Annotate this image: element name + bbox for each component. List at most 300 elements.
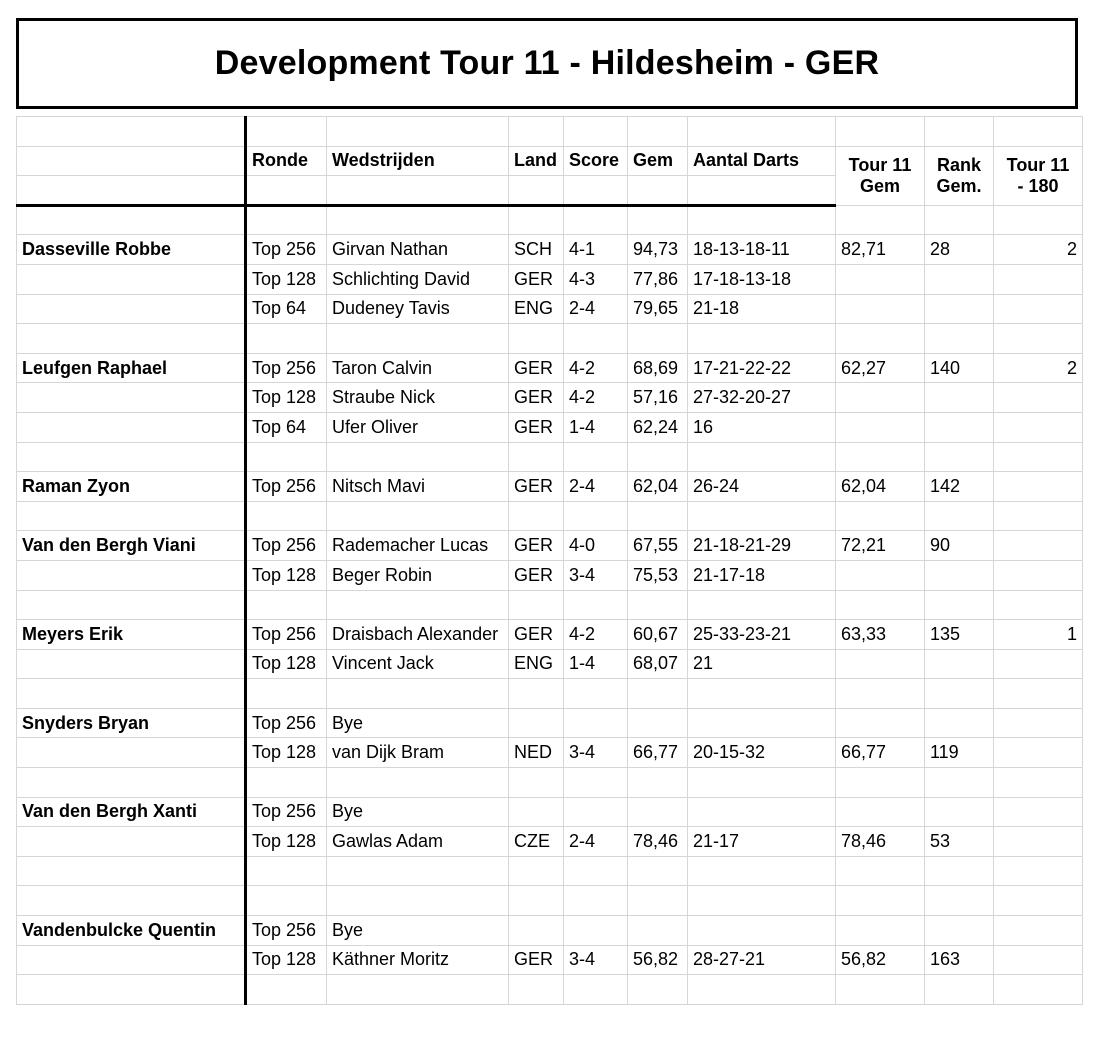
- ronde-cell: Top 256: [246, 531, 327, 561]
- darts-cell: [688, 590, 836, 620]
- rank-cell: 90: [925, 531, 994, 561]
- land-cell: [509, 916, 564, 946]
- tour-180-cell: [994, 649, 1083, 679]
- rank-cell: [925, 768, 994, 798]
- rank-cell: [925, 324, 994, 354]
- ronde-cell: [246, 856, 327, 886]
- darts-cell: 21-18: [688, 294, 836, 324]
- player-name: [17, 768, 246, 798]
- top-spacer-row: [17, 117, 1083, 147]
- player-name: [17, 856, 246, 886]
- ronde-cell: [246, 590, 327, 620]
- table-row: [17, 945, 1083, 975]
- rank-cell: [925, 649, 994, 679]
- tour-gem-cell: [836, 560, 925, 590]
- score-cell: 3-4: [564, 738, 628, 768]
- tour-gem-cell: 72,21: [836, 531, 925, 561]
- land-cell: SCH: [509, 235, 564, 265]
- tour-180-cell: 1: [994, 620, 1083, 650]
- score-cell: [564, 975, 628, 1005]
- land-cell: GER: [509, 412, 564, 442]
- tour-gem-cell: 62,27: [836, 353, 925, 383]
- rank-cell: 28: [925, 235, 994, 265]
- player-name: [17, 560, 246, 590]
- player-name: [17, 975, 246, 1005]
- player-name: [17, 679, 246, 709]
- land-cell: [509, 975, 564, 1005]
- land-cell: [509, 768, 564, 798]
- darts-cell: 20-15-32: [688, 738, 836, 768]
- gem-cell: 62,24: [628, 412, 688, 442]
- page-title: Development Tour 11 - Hildesheim - GER: [214, 44, 880, 82]
- blank-row: [17, 501, 1083, 531]
- gem-cell: [628, 590, 688, 620]
- opponent-cell: Nitsch Mavi: [327, 472, 509, 502]
- ronde-cell: Top 256: [246, 916, 327, 946]
- table-row: [17, 827, 1083, 857]
- ronde-cell: Top 128: [246, 649, 327, 679]
- score-cell: [564, 856, 628, 886]
- ronde-cell: Top 128: [246, 560, 327, 590]
- opponent-cell: Schlichting David: [327, 264, 509, 294]
- tour-180-cell: 2: [994, 235, 1083, 265]
- land-cell: [509, 679, 564, 709]
- land-cell: GER: [509, 531, 564, 561]
- land-cell: [509, 886, 564, 916]
- opponent-cell: Girvan Nathan: [327, 235, 509, 265]
- tour-180-cell: [994, 797, 1083, 827]
- opponent-cell: Käthner Moritz: [327, 945, 509, 975]
- header-aantal-darts: Aantal Darts: [688, 146, 836, 176]
- tour-180-cell: [994, 264, 1083, 294]
- ronde-cell: Top 64: [246, 294, 327, 324]
- opponent-cell: Beger Robin: [327, 560, 509, 590]
- opponent-cell: Bye: [327, 708, 509, 738]
- header-rank-gem: Rank Gem.: [925, 146, 994, 205]
- tour-gem-cell: 56,82: [836, 945, 925, 975]
- tour-gem-cell: [836, 856, 925, 886]
- tour-gem-cell: [836, 501, 925, 531]
- gem-cell: 67,55: [628, 531, 688, 561]
- rank-cell: 163: [925, 945, 994, 975]
- ronde-cell: [246, 205, 327, 235]
- opponent-cell: Bye: [327, 797, 509, 827]
- ronde-cell: Top 256: [246, 235, 327, 265]
- score-cell: 1-4: [564, 649, 628, 679]
- opponent-cell: [327, 856, 509, 886]
- header-tour11-gem: Tour 11 Gem: [836, 146, 925, 205]
- ronde-cell: [246, 886, 327, 916]
- rank-cell: 53: [925, 827, 994, 857]
- gem-cell: 68,07: [628, 649, 688, 679]
- opponent-cell: Dudeney Tavis: [327, 294, 509, 324]
- opponent-cell: Straube Nick: [327, 383, 509, 413]
- blank-row: [17, 324, 1083, 354]
- darts-cell: 17-21-22-22: [688, 353, 836, 383]
- rank-cell: [925, 501, 994, 531]
- player-name: Meyers Erik: [17, 620, 246, 650]
- player-name: Leufgen Raphael: [17, 353, 246, 383]
- header-gem: Gem: [628, 146, 688, 176]
- table-row: [17, 916, 1083, 946]
- player-name: [17, 827, 246, 857]
- player-name: [17, 590, 246, 620]
- rank-cell: [925, 886, 994, 916]
- player-name: [17, 205, 246, 235]
- land-cell: GER: [509, 264, 564, 294]
- tour-gem-cell: 78,46: [836, 827, 925, 857]
- score-cell: 4-2: [564, 383, 628, 413]
- ronde-cell: Top 256: [246, 708, 327, 738]
- table-row: [17, 560, 1083, 590]
- gem-cell: 77,86: [628, 264, 688, 294]
- tour-180-cell: [994, 975, 1083, 1005]
- score-cell: 2-4: [564, 472, 628, 502]
- gem-cell: 68,69: [628, 353, 688, 383]
- ronde-cell: [246, 768, 327, 798]
- opponent-cell: [327, 324, 509, 354]
- darts-cell: [688, 679, 836, 709]
- ronde-cell: [246, 442, 327, 472]
- land-cell: [509, 856, 564, 886]
- tour-180-cell: [994, 679, 1083, 709]
- land-cell: CZE: [509, 827, 564, 857]
- land-cell: [509, 708, 564, 738]
- gem-cell: [628, 679, 688, 709]
- score-cell: 4-2: [564, 620, 628, 650]
- table-row: [17, 412, 1083, 442]
- opponent-cell: [327, 886, 509, 916]
- land-cell: [509, 442, 564, 472]
- land-cell: GER: [509, 945, 564, 975]
- gem-cell: 78,46: [628, 827, 688, 857]
- score-cell: [564, 768, 628, 798]
- darts-cell: 18-13-18-11: [688, 235, 836, 265]
- tour-gem-cell: [836, 590, 925, 620]
- rank-cell: 142: [925, 472, 994, 502]
- tour-gem-cell: 66,77: [836, 738, 925, 768]
- tour-gem-cell: [836, 975, 925, 1005]
- darts-cell: 21: [688, 649, 836, 679]
- table-row: [17, 620, 1083, 650]
- opponent-cell: [327, 590, 509, 620]
- score-cell: 4-2: [564, 353, 628, 383]
- tour-gem-cell: [836, 708, 925, 738]
- land-cell: ENG: [509, 294, 564, 324]
- tour-gem-cell: [836, 649, 925, 679]
- tour-gem-cell: 63,33: [836, 620, 925, 650]
- rank-cell: [925, 264, 994, 294]
- land-cell: ENG: [509, 649, 564, 679]
- tour-180-cell: [994, 442, 1083, 472]
- ronde-cell: Top 256: [246, 353, 327, 383]
- rank-cell: [925, 856, 994, 886]
- score-cell: [564, 886, 628, 916]
- darts-cell: 21-17: [688, 827, 836, 857]
- land-cell: [509, 324, 564, 354]
- table-row: [17, 738, 1083, 768]
- tour-gem-cell: 82,71: [836, 235, 925, 265]
- darts-cell: 28-27-21: [688, 945, 836, 975]
- gem-cell: 57,16: [628, 383, 688, 413]
- score-cell: 4-3: [564, 264, 628, 294]
- land-cell: [509, 501, 564, 531]
- header-wedstrijden: Wedstrijden: [327, 146, 509, 176]
- darts-cell: [688, 797, 836, 827]
- header-tour11-180: Tour 11 - 180: [994, 146, 1083, 205]
- gem-cell: 66,77: [628, 738, 688, 768]
- rank-cell: [925, 708, 994, 738]
- land-cell: GER: [509, 620, 564, 650]
- tour-180-cell: [994, 945, 1083, 975]
- gem-cell: 94,73: [628, 235, 688, 265]
- gem-cell: [628, 797, 688, 827]
- rank-cell: [925, 916, 994, 946]
- rank-cell: [925, 383, 994, 413]
- rank-cell: [925, 590, 994, 620]
- ronde-cell: Top 128: [246, 383, 327, 413]
- darts-cell: 21-17-18: [688, 560, 836, 590]
- table-row: [17, 353, 1083, 383]
- tour-180-cell: 2: [994, 353, 1083, 383]
- ronde-cell: Top 256: [246, 620, 327, 650]
- results-table: [16, 116, 1083, 1005]
- tour-gem-cell: [836, 916, 925, 946]
- tour-gem-cell: [836, 442, 925, 472]
- tour-180-cell: [994, 324, 1083, 354]
- darts-cell: [688, 324, 836, 354]
- land-cell: GER: [509, 472, 564, 502]
- ronde-cell: Top 256: [246, 472, 327, 502]
- darts-cell: [688, 916, 836, 946]
- land-cell: [509, 797, 564, 827]
- rank-cell: 135: [925, 620, 994, 650]
- darts-cell: 17-18-13-18: [688, 264, 836, 294]
- rank-cell: [925, 975, 994, 1005]
- score-cell: [564, 916, 628, 946]
- tour-180-cell: [994, 531, 1083, 561]
- land-cell: GER: [509, 353, 564, 383]
- tour-180-cell: [994, 590, 1083, 620]
- gem-cell: [628, 501, 688, 531]
- header-ronde: Ronde: [246, 146, 327, 176]
- rank-cell: 119: [925, 738, 994, 768]
- darts-cell: [688, 975, 836, 1005]
- opponent-cell: [327, 679, 509, 709]
- opponent-cell: Draisbach Alexander: [327, 620, 509, 650]
- player-name: [17, 383, 246, 413]
- gem-cell: [628, 975, 688, 1005]
- player-name: [17, 324, 246, 354]
- table-row: [17, 264, 1083, 294]
- score-cell: [564, 679, 628, 709]
- player-name: [17, 264, 246, 294]
- header-score: Score: [564, 146, 628, 176]
- darts-cell: [688, 856, 836, 886]
- rank-cell: [925, 294, 994, 324]
- tour-180-cell: [994, 768, 1083, 798]
- ronde-cell: Top 128: [246, 945, 327, 975]
- player-name: [17, 501, 246, 531]
- player-name: [17, 886, 246, 916]
- opponent-cell: Ufer Oliver: [327, 412, 509, 442]
- tour-180-cell: [994, 205, 1083, 235]
- darts-cell: [688, 886, 836, 916]
- gem-cell: 79,65: [628, 294, 688, 324]
- land-cell: GER: [509, 560, 564, 590]
- table-row: [17, 531, 1083, 561]
- tour-gem-cell: [836, 264, 925, 294]
- blank-row: [17, 590, 1083, 620]
- darts-cell: 26-24: [688, 472, 836, 502]
- score-cell: 2-4: [564, 827, 628, 857]
- rank-cell: [925, 797, 994, 827]
- score-cell: [564, 797, 628, 827]
- opponent-cell: van Dijk Bram: [327, 738, 509, 768]
- darts-cell: [688, 442, 836, 472]
- darts-cell: [688, 768, 836, 798]
- tour-180-cell: [994, 738, 1083, 768]
- tour-180-cell: [994, 916, 1083, 946]
- tour-180-cell: [994, 856, 1083, 886]
- tour-gem-cell: 62,04: [836, 472, 925, 502]
- tour-gem-cell: [836, 886, 925, 916]
- player-name: [17, 945, 246, 975]
- tour-180-cell: [994, 827, 1083, 857]
- opponent-cell: [327, 975, 509, 1005]
- rank-cell: [925, 412, 994, 442]
- gem-cell: 62,04: [628, 472, 688, 502]
- player-name: Snyders Bryan: [17, 708, 246, 738]
- ronde-cell: [246, 975, 327, 1005]
- darts-cell: [688, 205, 836, 235]
- score-cell: [564, 708, 628, 738]
- gem-cell: 60,67: [628, 620, 688, 650]
- score-cell: [564, 442, 628, 472]
- opponent-cell: Rademacher Lucas: [327, 531, 509, 561]
- blank-row: [17, 679, 1083, 709]
- darts-cell: 25-33-23-21: [688, 620, 836, 650]
- ronde-cell: Top 64: [246, 412, 327, 442]
- header-land: Land: [509, 146, 564, 176]
- score-cell: 1-4: [564, 412, 628, 442]
- tour-gem-cell: [836, 383, 925, 413]
- player-name: [17, 294, 246, 324]
- ronde-cell: Top 128: [246, 738, 327, 768]
- player-name: [17, 649, 246, 679]
- gem-cell: [628, 442, 688, 472]
- score-cell: [564, 501, 628, 531]
- gem-cell: [628, 856, 688, 886]
- ronde-cell: [246, 501, 327, 531]
- gem-cell: [628, 324, 688, 354]
- score-cell: 4-0: [564, 531, 628, 561]
- ronde-cell: Top 128: [246, 827, 327, 857]
- blank-row: [17, 856, 1083, 886]
- ronde-cell: [246, 679, 327, 709]
- gem-cell: [628, 768, 688, 798]
- opponent-cell: [327, 501, 509, 531]
- tour-gem-cell: [836, 412, 925, 442]
- darts-cell: [688, 708, 836, 738]
- opponent-cell: [327, 768, 509, 798]
- tour-180-cell: [994, 412, 1083, 442]
- player-name: [17, 412, 246, 442]
- table-row: [17, 797, 1083, 827]
- player-name: Raman Zyon: [17, 472, 246, 502]
- tour-gem-cell: [836, 324, 925, 354]
- table-row: [17, 235, 1083, 265]
- blank-row: [17, 886, 1083, 916]
- blank-row: [17, 442, 1083, 472]
- tour-gem-cell: [836, 205, 925, 235]
- table-row: [17, 708, 1083, 738]
- rank-cell: [925, 205, 994, 235]
- darts-cell: [688, 501, 836, 531]
- ronde-cell: [246, 324, 327, 354]
- blank-row: [17, 975, 1083, 1005]
- land-cell: NED: [509, 738, 564, 768]
- gem-cell: [628, 916, 688, 946]
- tour-180-cell: [994, 560, 1083, 590]
- player-name: Vandenbulcke Quentin: [17, 916, 246, 946]
- header-row-1: [17, 146, 1083, 176]
- player-name: Van den Bergh Viani: [17, 531, 246, 561]
- player-name: [17, 442, 246, 472]
- tour-gem-cell: [836, 768, 925, 798]
- darts-cell: 21-18-21-29: [688, 531, 836, 561]
- gem-cell: 56,82: [628, 945, 688, 975]
- ronde-cell: Top 256: [246, 797, 327, 827]
- title-box: [16, 18, 1078, 109]
- score-cell: 3-4: [564, 945, 628, 975]
- gem-cell: [628, 708, 688, 738]
- tour-gem-cell: [836, 294, 925, 324]
- score-cell: [564, 590, 628, 620]
- player-name: [17, 738, 246, 768]
- player-name: Van den Bergh Xanti: [17, 797, 246, 827]
- opponent-cell: [327, 205, 509, 235]
- opponent-cell: Taron Calvin: [327, 353, 509, 383]
- blank-row: [17, 768, 1083, 798]
- darts-cell: 16: [688, 412, 836, 442]
- tour-180-cell: [994, 472, 1083, 502]
- score-cell: [564, 324, 628, 354]
- score-cell: 3-4: [564, 560, 628, 590]
- rank-cell: [925, 679, 994, 709]
- tour-gem-cell: [836, 797, 925, 827]
- gem-cell: 75,53: [628, 560, 688, 590]
- land-cell: [509, 590, 564, 620]
- opponent-cell: [327, 442, 509, 472]
- table-row: [17, 472, 1083, 502]
- score-cell: 2-4: [564, 294, 628, 324]
- tour-180-cell: [994, 708, 1083, 738]
- opponent-cell: Vincent Jack: [327, 649, 509, 679]
- gem-cell: [628, 205, 688, 235]
- blank-row: [17, 205, 1083, 235]
- rank-cell: [925, 442, 994, 472]
- table-row: [17, 649, 1083, 679]
- tour-180-cell: [994, 501, 1083, 531]
- tour-gem-cell: [836, 679, 925, 709]
- player-name: Dasseville Robbe: [17, 235, 246, 265]
- table-row: [17, 383, 1083, 413]
- gem-cell: [628, 886, 688, 916]
- land-cell: GER: [509, 383, 564, 413]
- rank-cell: 140: [925, 353, 994, 383]
- darts-cell: 27-32-20-27: [688, 383, 836, 413]
